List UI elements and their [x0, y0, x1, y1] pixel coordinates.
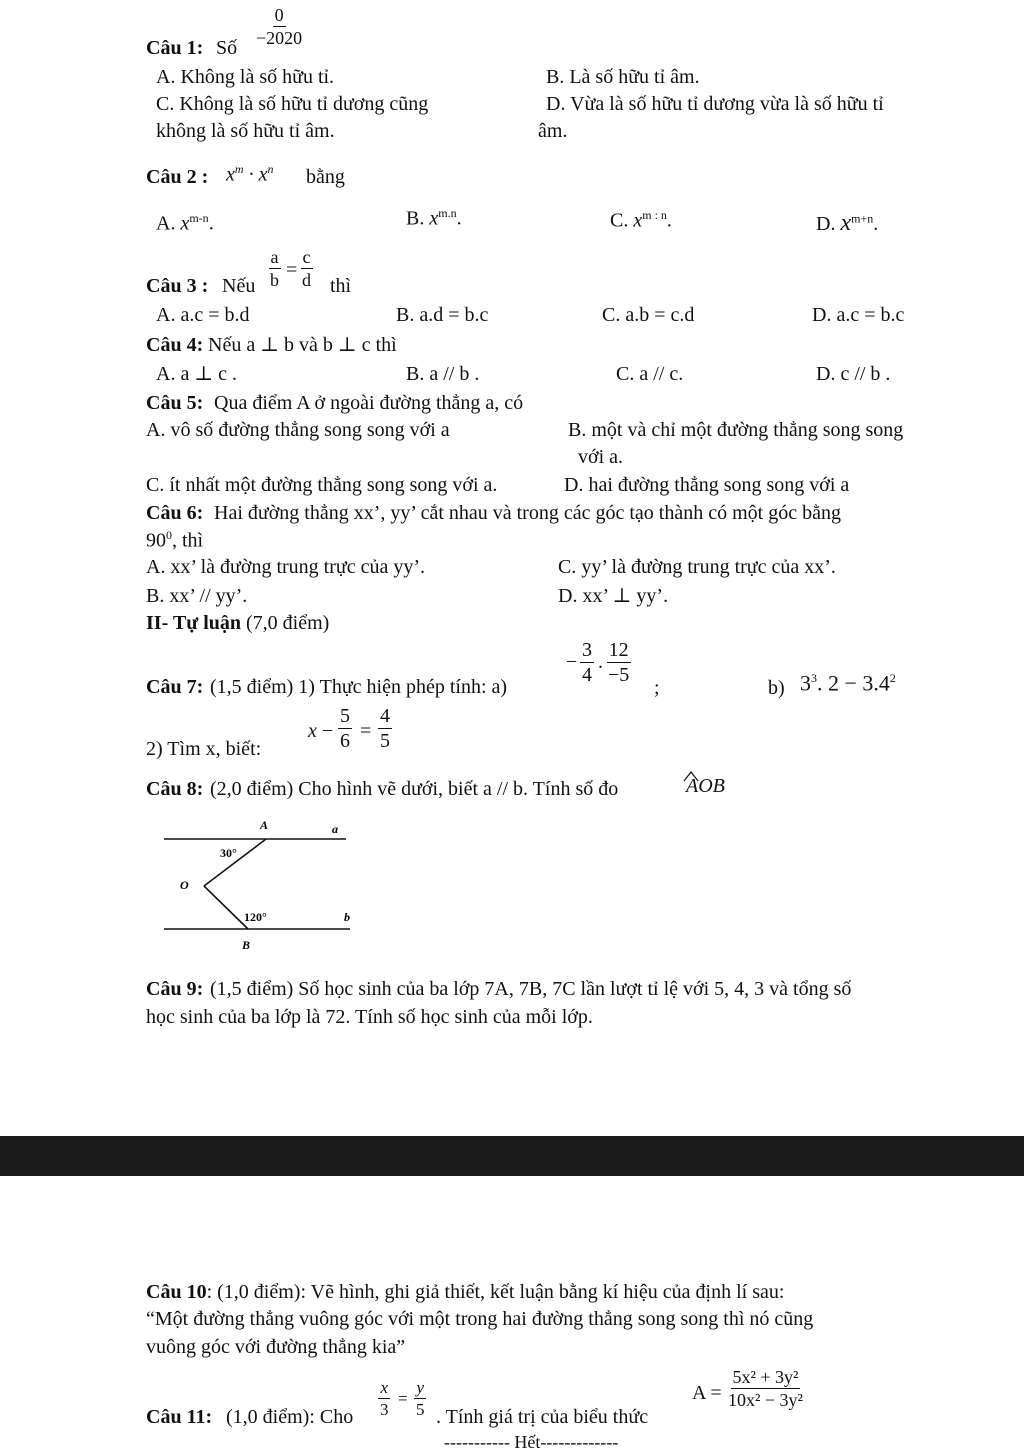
q10-line3: vuông góc với đường thẳng kia” — [146, 1336, 406, 1358]
q4-option-d: D. c // b . — [816, 363, 891, 385]
q6-text: Hai đường thẳng xx’, yy’ cắt nhau và trong các góc tạo thành có một góc bằng — [214, 502, 841, 524]
q2-text: bằng — [306, 166, 345, 188]
q11-label: Câu 11: — [146, 1406, 213, 1428]
q1-option-d-line1: D. Vừa là số hữu tỉ dương vừa là số hữu tỉ — [546, 93, 884, 115]
q3-then: thì — [330, 275, 352, 297]
q4-option-b: B. a // b . — [406, 363, 480, 385]
q9-text-line1: (1,5 điểm) Số học sinh của ba lớp 7A, 7B, 7C lần lượt tỉ lệ với 5, 4, 3 và tổng số — [210, 978, 852, 1000]
q3-fraction-2: $\frac{c}{d}$ — [302, 247, 311, 290]
q11-fraction-2: $\frac{y}{5}$ — [416, 1378, 425, 1419]
q5-option-d: D. hai đường thẳng song song với a — [564, 474, 850, 496]
q8-label: Câu 8: — [146, 778, 204, 800]
q1-option-d-line2: âm. — [538, 120, 568, 142]
angle-120: 120° — [244, 910, 267, 924]
q5-option-b-line2: với a. — [578, 446, 624, 468]
q11-A: A = — [692, 1382, 722, 1404]
q1-label: Câu 1: — [146, 37, 204, 59]
q10-line2: “Một đường thẳng vuông góc với một trong hai đường thẳng song song thì nó cũng — [146, 1308, 814, 1330]
q5-option-c: C. ít nhất một đường thẳng song song với a. — [146, 474, 498, 496]
q1-option-c-line1: C. Không là số hữu tỉ dương cũng — [156, 93, 429, 115]
q8-angle-symbol: AOB — [686, 775, 725, 797]
angle-hat-icon — [683, 770, 699, 782]
q3-label: Câu 3 : — [146, 275, 209, 297]
q4-option-a: A. a ⊥ c . — [156, 363, 238, 385]
q6-degree: $90^0$, thì — [146, 528, 204, 552]
q3-option-b: B. a.d = b.c — [396, 304, 489, 326]
q2-expression: $x^m \cdot x^n$ — [226, 162, 274, 186]
q10-line1: Câu 10: (1,0 điểm): Vẽ hình, ghi giả thiết, kết luận bằng kí hiệu của định lí sau: — [146, 1281, 785, 1303]
q7-fraction-3: $\frac{5}{6}$ — [340, 705, 350, 752]
q7-part2: 2) Tìm x, biết: — [146, 738, 262, 760]
section2-heading: II- Tự luận (7,0 điểm) — [146, 612, 330, 634]
q1-option-c-line2: không là số hữu tỉ âm. — [156, 120, 335, 142]
q7-semicolon: ; — [654, 677, 660, 699]
q11-fraction-1: $\frac{x}{3}$ — [380, 1378, 389, 1419]
q7-b-expression: $3^3$. $2 - 3.4^2$ — [800, 670, 896, 696]
q9-label: Câu 9: — [146, 978, 204, 1000]
q7-x: x — [308, 720, 317, 742]
q7-fraction-1: $\frac{3}{4}$ — [582, 639, 592, 686]
label-A: A — [260, 818, 269, 832]
q2-option-b: B. $x^{m.n}$. — [406, 206, 462, 230]
q6-option-b: B. xx’ // yy’. — [146, 585, 248, 607]
q4-label: Câu 4: — [146, 334, 204, 356]
q2-label: Câu 2 : — [146, 166, 209, 188]
q6-option-c: C. yy’ là đường trung trực của xx’. — [558, 556, 836, 578]
q6-option-a: A. xx’ là đường trung trực của yy’. — [146, 556, 426, 578]
footer-end: ----------- Hết------------- — [444, 1432, 619, 1452]
q1-frac-num: 0 — [274, 5, 284, 25]
q7-equals: = — [360, 720, 372, 742]
q7-label: Câu 7: — [146, 676, 204, 698]
q8-text: (2,0 điểm) Cho hình vẽ dưới, biết a // b. Tính số đo — [210, 778, 619, 800]
dark-divider-bar — [0, 1136, 1024, 1176]
q4-option-c: C. a // c. — [616, 363, 684, 385]
q1-frac-den: −2020 — [256, 28, 303, 48]
q7-fraction-4: $\frac{4}{5}$ — [380, 705, 390, 752]
q5-label: Câu 5: — [146, 392, 204, 414]
q11-text: (1,0 điểm): Cho — [226, 1406, 354, 1428]
q1-text: Số — [216, 37, 238, 59]
q6-label: Câu 6: — [146, 502, 204, 524]
label-O: O — [180, 878, 189, 892]
q11-equals: = — [398, 1389, 408, 1408]
q7-fraction-2: $\frac{12}{-5}$ — [608, 639, 630, 686]
q3-equals: = — [286, 259, 298, 281]
q6-option-d: D. xx’ ⊥ yy’. — [558, 585, 669, 607]
q2-option-a: A. $x^{m-n}$. — [156, 211, 214, 235]
segment-OB — [204, 886, 248, 929]
q7-text: (1,5 điểm) 1) Thực hiện phép tính: a) — [210, 676, 508, 698]
q8-figure — [160, 815, 360, 955]
q5-text: Qua điểm A ở ngoài đường thẳng a, có — [214, 392, 524, 414]
label-a: a — [332, 822, 338, 836]
q7-minus: − — [566, 651, 578, 673]
q7-minus2: − — [322, 720, 334, 742]
label-b: b — [344, 910, 350, 924]
q3-option-c: C. a.b = c.d — [602, 304, 695, 326]
q3-fraction-1: $\frac{a}{b}$ — [270, 247, 279, 290]
q4-text: Nếu a ⊥ b và b ⊥ c thì — [208, 334, 397, 356]
q7-b-label: b) — [768, 677, 785, 699]
q2-option-d: D. $x^{m+n}$. — [816, 210, 879, 236]
q5-option-a: A. vô số đường thẳng song song với a — [146, 419, 450, 441]
q3-option-d: D. a.c = b.c — [812, 304, 905, 326]
q11-text2: . Tính giá trị của biểu thức — [436, 1406, 649, 1428]
q7-dot: . — [598, 651, 603, 673]
q5-option-b-line1: B. một và chỉ một đường thẳng song song — [568, 419, 904, 441]
q9-text-line2: học sinh của ba lớp là 72. Tính số học sinh của mỗi lớp. — [146, 1006, 593, 1028]
q2-option-c: C. $x^{m : n}$. — [610, 208, 672, 232]
q3-option-a: A. a.c = b.d — [156, 304, 250, 326]
label-B: B — [242, 938, 251, 952]
q1-fraction — [254, 6, 304, 47]
q1-option-a: A. Không là số hữu tỉ. — [156, 66, 335, 88]
angle-30: 30° — [220, 846, 237, 860]
q1-option-b: B. Là số hữu tỉ âm. — [546, 66, 700, 88]
q3-text: Nếu — [222, 275, 256, 297]
q11-expression: $\frac{\text{5x² + 3y²}}{\text{10x² − 3y²}}$ — [728, 1367, 803, 1410]
